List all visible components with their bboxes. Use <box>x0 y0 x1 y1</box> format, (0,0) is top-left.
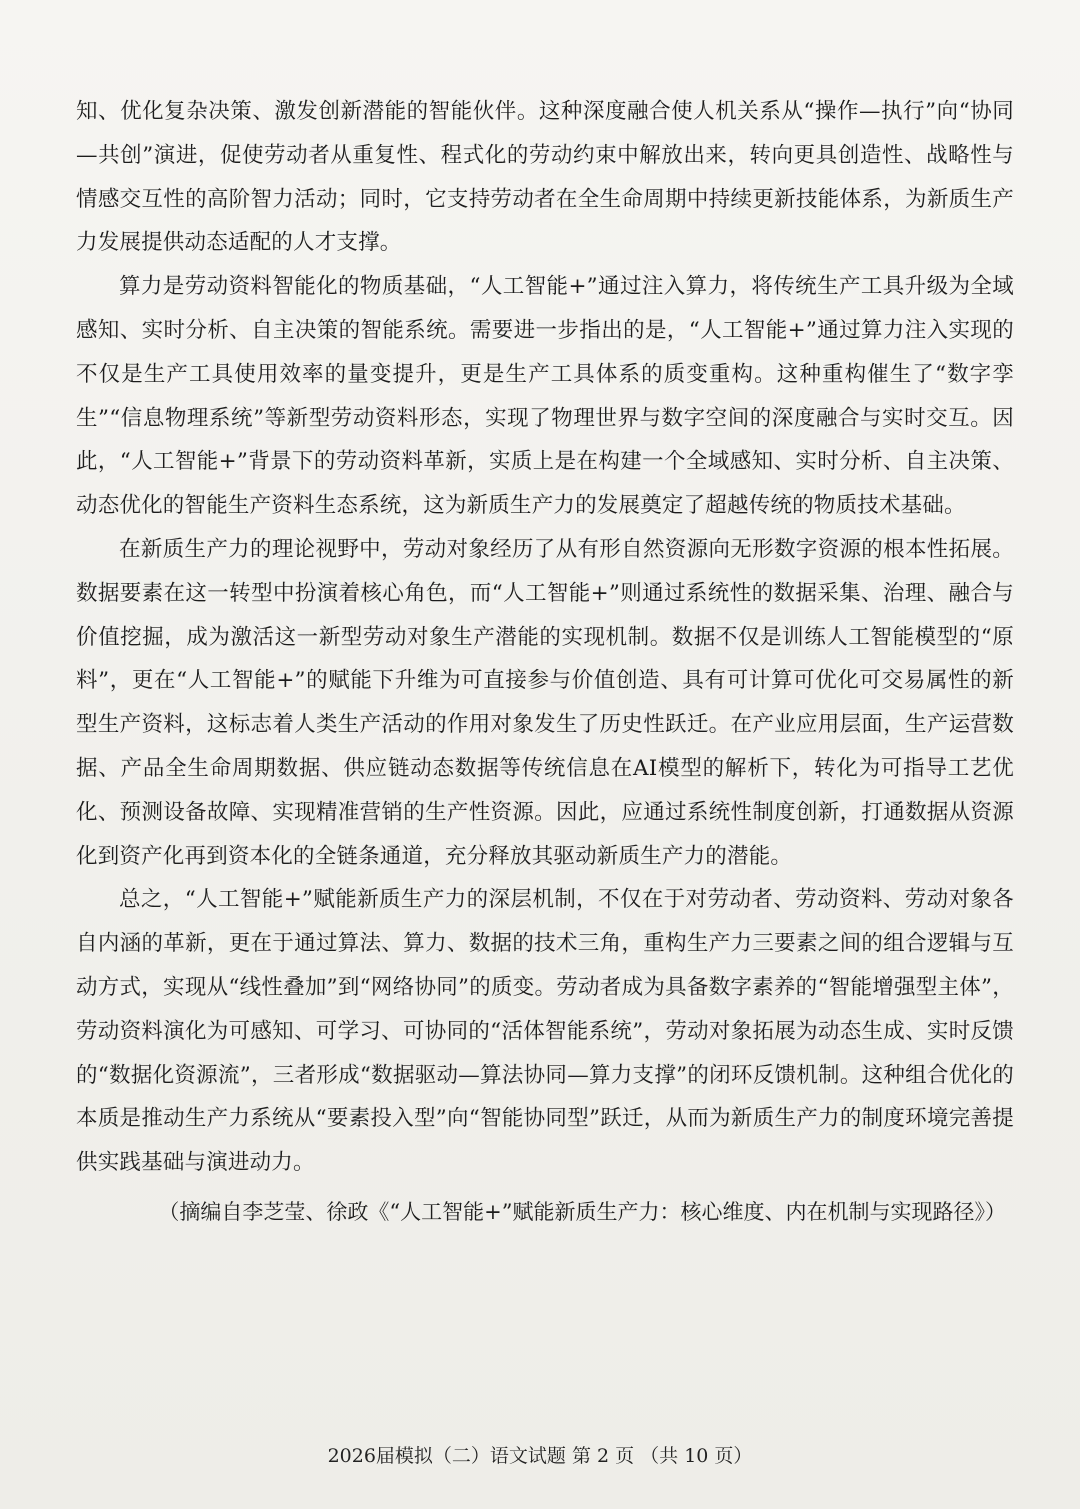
page-footer: 2026届模拟（二）语文试题 第 2 页 （共 10 页） <box>327 1445 753 1467</box>
paragraph-1: 知、优化复杂决策、激发创新潜能的智能伙伴。这种深度融合使人机关系从“操作—执行”向“协同—共创”演进，促使劳动者从重复性、程式化的劳动约束中解放出来，转向更具创造性、战略性与情感交互性的高阶智力活动；同时，它支持劳动者在全生命周期中持续更新技能体系，为新质生产力发展提供动态适配的人才支撑。 <box>76 99 1014 256</box>
source-citation: （摘编自李芝莹、徐政《“人工智能+”赋能新质生产力：核心维度、内在机制与实现路径》） <box>158 1199 1006 1224</box>
paragraph-2: 算力是劳动资料智能化的物质基础，“人工智能+”通过注入算力，将传统生产工具升级为全域感知、实时分析、自主决策的智能系统。需要进一步指出的是，“人工智能+”通过算力注入实现的不仅是生产工具使用效率的量变提升，更是生产工具体系的质变重构。这种重构催生了“数字孪生”“信息物理系统”等新型劳动资料形态，实现了物理世界与数字空间的深度融合与实时交互。因此，“人工智能+”背景下的劳动资料革新，实质上是在构建一个全域感知、实时分析、自主决策、动态优化的智能生产资料生态系统，这为新质生产力的发展奠定了超越传统的物质技术基础。 <box>76 274 1014 519</box>
article-body <box>76 90 1014 1233</box>
paragraph-4: 总之，“人工智能+”赋能新质生产力的深层机制，不仅在于对劳动者、劳动资料、劳动对象各自内涵的革新，更在于通过算法、算力、数据的技术三角，重构生产力三要素之间的组合逻辑与互动方式，实现从“线性叠加”到“网络协同”的质变。劳动者成为具备数字素养的“智能增强型主体”，劳动资料演化为可感知、可学习、可协同的“活体智能系统”，劳动对象拓展为动态生成、实时反馈的“数据化资源流”，三者形成“数据驱动—算法协同—算力支撑”的闭环反馈机制。这种组合优化的本质是推动生产力系统从“要素投入型”向“智能协同型”跃迁，从而为新质生产力的制度环境完善提供实践基础与演进动力。 <box>76 887 1014 1176</box>
paragraph-3: 在新质生产力的理论视野中，劳动对象经历了从有形自然资源向无形数字资源的根本性拓展。数据要素在这一转型中扮演着核心角色，而“人工智能+”则通过系统性的数据采集、治理、融合与价值挖掘，成为激活这一新型劳动对象生产潜能的实现机制。数据不仅是训练人工智能模型的“原料”，更在“人工智能+”的赋能下升维为可直接参与价值创造、具有可计算可优化可交易属性的新型生产资料，这标志着人类生产活动的作用对象发生了历史性跃迁。在产业应用层面，生产运营数据、产品全生命周期数据、供应链动态数据等传统信息在AI模型的解析下，转化为可指导工艺优化、预测设备故障、实现精准营销的生产性资源。因此，应通过系统性制度创新，打通数据从资源化到资产化再到资本化的全链条通道，充分释放其驱动新质生产力的潜能。 <box>76 536 1014 869</box>
